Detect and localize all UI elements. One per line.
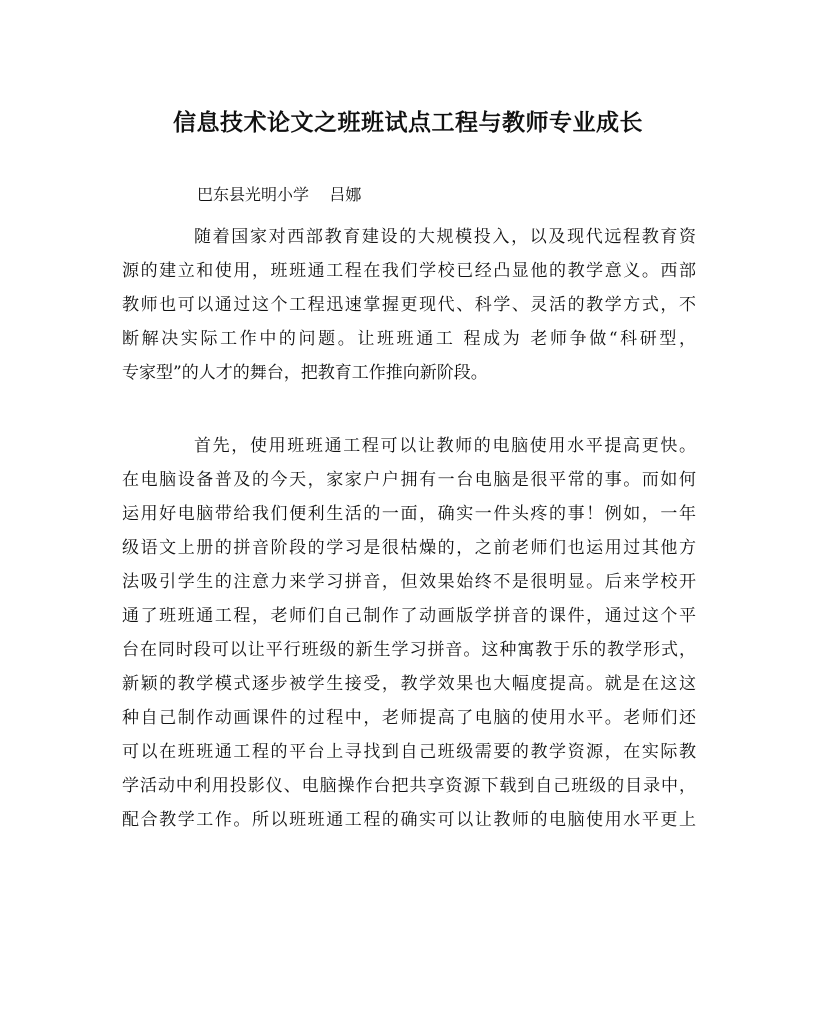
paragraph-line: 源的建立和使用，班班通工程在我们学校已经凸显他的教学意义。西部 <box>122 261 696 281</box>
paragraph-line: 首先，使用班班通工程可以让教师的电脑使用水平提高更快。 <box>194 436 696 456</box>
paragraph-line: 法吸引学生的注意力来学习拼音，但效果始终不是很明显。后来学校开 <box>122 572 696 592</box>
paragraph-line: 种自己制作动画课件的过程中，老师提高了电脑的使用水平。老师们还 <box>122 708 696 728</box>
paragraph-line: 可以在班班通工程的平台上寻找到自己班级需要的教学资源，在实际教 <box>122 742 696 762</box>
paragraph-line: 新颖的教学模式逐步被学生接受，教学效果也大幅度提高。就是在这这 <box>122 674 696 694</box>
paragraph-line: 运用好电脑带给我们便利生活的一面，确实一件头疼的事！例如，一年 <box>122 504 696 524</box>
paragraph-line: 断解决实际工作中的问题。让班班通工 程成为 老师争做“科研型， <box>122 329 696 349</box>
author-line: 巴东县光明小学 吕娜 <box>197 185 362 204</box>
paragraph-line: 通了班班通工程，老师们自己制作了动画版学拼音的课件，通过这个平 <box>122 606 696 626</box>
paragraph-line: 学活动中利用投影仪、电脑操作台把共享资源下载到自己班级的目录中， <box>122 776 696 796</box>
paragraph-line: 专家型”的人才的舞台，把教育工作推向新阶段。 <box>122 363 488 383</box>
paragraph-first-point <box>122 429 696 837</box>
paragraph-line: 台在同时段可以让平行班级的新生学习拼音。这种寓教于乐的教学形式， <box>122 640 696 660</box>
paragraph-line: 教师也可以通过这个工程迅速掌握更现代、科学、灵活的教学方式，不 <box>122 295 696 315</box>
document-title: 信息技术论文之班班试点工程与教师专业成长 <box>173 109 643 136</box>
paragraph-line: 随着国家对西部教育建设的大规模投入，以及现代远程教育资 <box>194 227 696 247</box>
paragraph-intro <box>122 220 696 390</box>
paragraph-line: 在电脑设备普及的今天，家家户户拥有一台电脑是很平常的事。而如何 <box>122 470 696 490</box>
paragraph-line: 级语文上册的拼音阶段的学习是很枯燥的，之前老师们也运用过其他方 <box>122 538 696 558</box>
paragraph-line: 配合教学工作。所以班班通工程的确实可以让教师的电脑使用水平更上 <box>122 810 696 830</box>
